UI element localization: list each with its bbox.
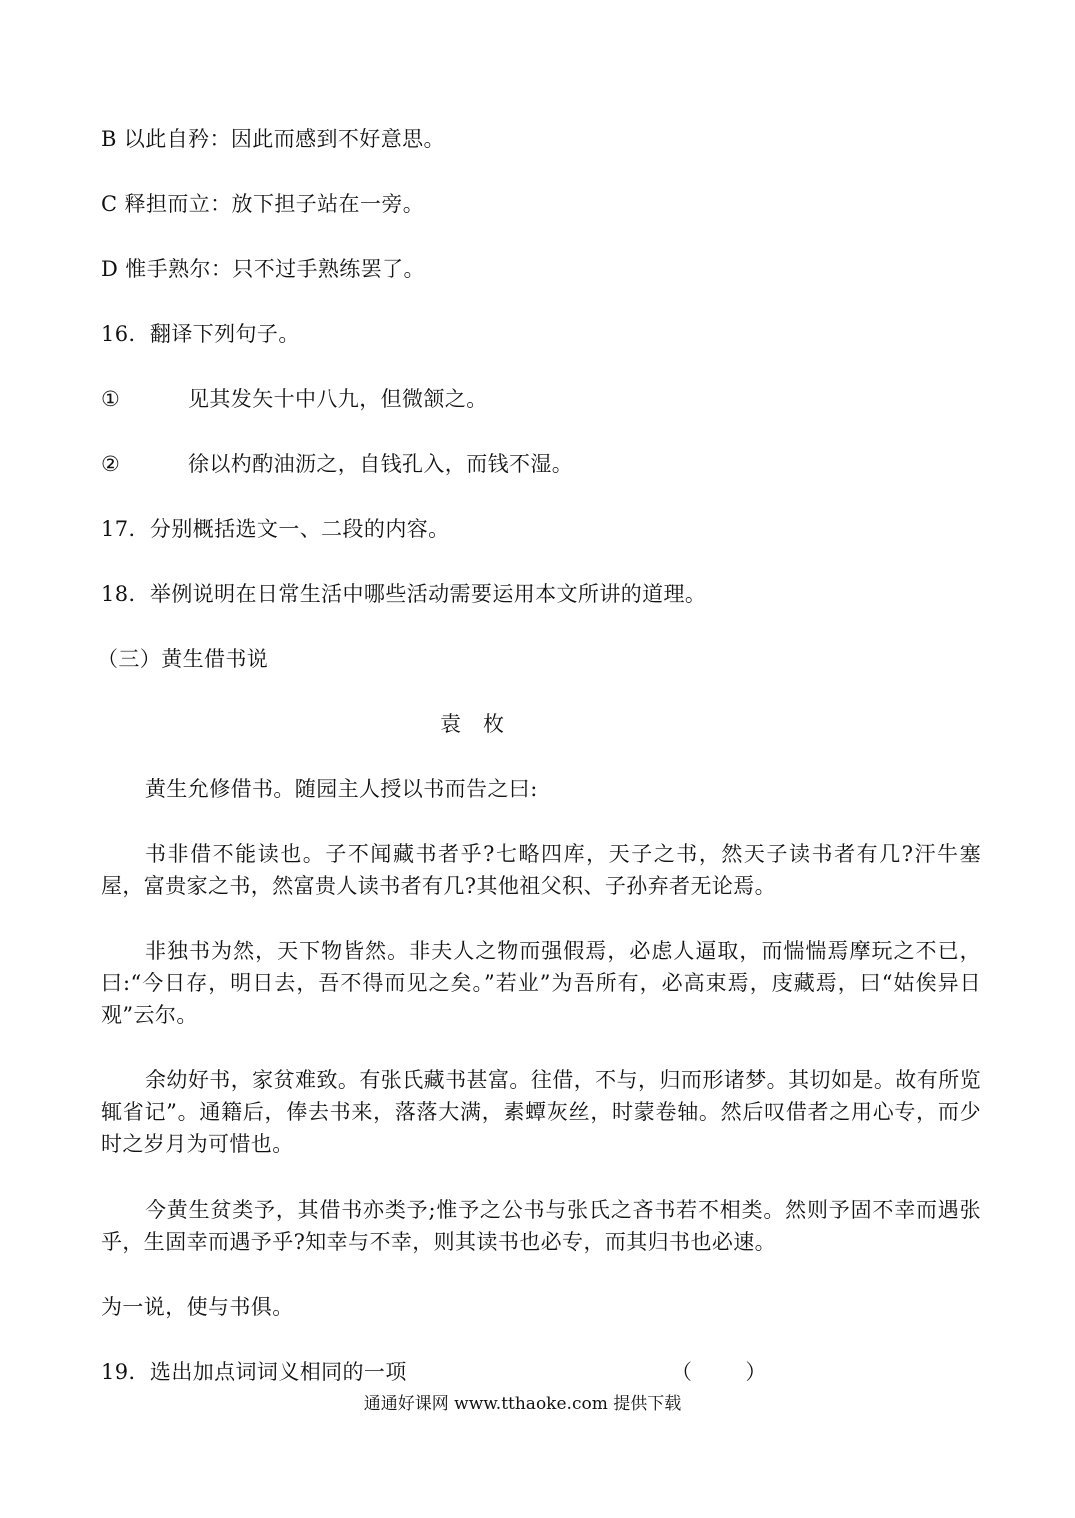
footer-text: 通通好课网 www.tthaoke.com 提供下载 <box>363 1394 682 1414</box>
question-16: 16．翻译下列句子。 <box>101 322 300 346</box>
passage-paragraph: 黄生允修借书。随园主人授以书而告之曰: <box>145 777 538 801</box>
translation-sentence: 见其发矢十中八九，但微颔之。 <box>188 387 488 411</box>
option-c: C 释担而立：放下担子站在一旁。 <box>101 192 425 216</box>
option-d: D 惟手熟尔：只不过手熟练罢了。 <box>101 257 425 281</box>
translation-sentence: 徐以杓酌油沥之，自钱孔入，而钱不湿。 <box>188 452 574 476</box>
item-marker: ① <box>101 387 120 411</box>
passage-closing: 为一说，使与书俱。 <box>101 1295 294 1319</box>
author-name: 袁枚 <box>440 712 526 736</box>
answer-blank: （ ） <box>671 1360 767 1384</box>
question-17: 17．分别概括选文一、二段的内容。 <box>101 517 450 541</box>
item-marker: ② <box>101 452 120 476</box>
passage-paragraph: 今黄生贫类予，其借书亦类予;惟予之公书与张氏之吝书若不相类。然则予固不幸而遇张乎，生固幸而遇予乎?知幸与不幸，则其读书也必专，而其归书也必速。 <box>101 1198 981 1254</box>
question-19: 19．选出加点词词义相同的一项 <box>101 1360 407 1384</box>
passage-paragraph: 余幼好书，家贫难致。有张氏藏书甚富。往借，不与，归而形诸梦。其切如是。故有所览辄省记”。通籍后，俸去书来，落落大满，素蟫灰丝，时蒙卷轴。然后叹借者之用心专，而少时之岁月为可惜也。 <box>101 1068 981 1156</box>
question-18: 18．举例说明在日常生活中哪些活动需要运用本文所讲的道理。 <box>101 582 707 606</box>
page-footer <box>0 1394 1075 1414</box>
passage-paragraph: 书非借不能读也。子不闻藏书者乎?七略四库，天子之书，然天子读书者有几?汗牛塞屋，富贵家之书，然富贵人读书者有几?其他祖父积、子孙弃者无论焉。 <box>101 842 981 898</box>
section-title: （三）黄生借书说 <box>97 647 269 671</box>
passage-paragraph: 非独书为然，天下物皆然。非夫人之物而强假焉，必虑人逼取，而惴惴焉摩玩之不已，曰:“今日存，明日去，吾不得而见之矣。”若业”为吾所有，必高束焉，庋藏焉，曰“姑俟异日观”云尔。 <box>101 939 981 1027</box>
option-b: B 以此自矜：因此而感到不好意思。 <box>101 127 445 151</box>
